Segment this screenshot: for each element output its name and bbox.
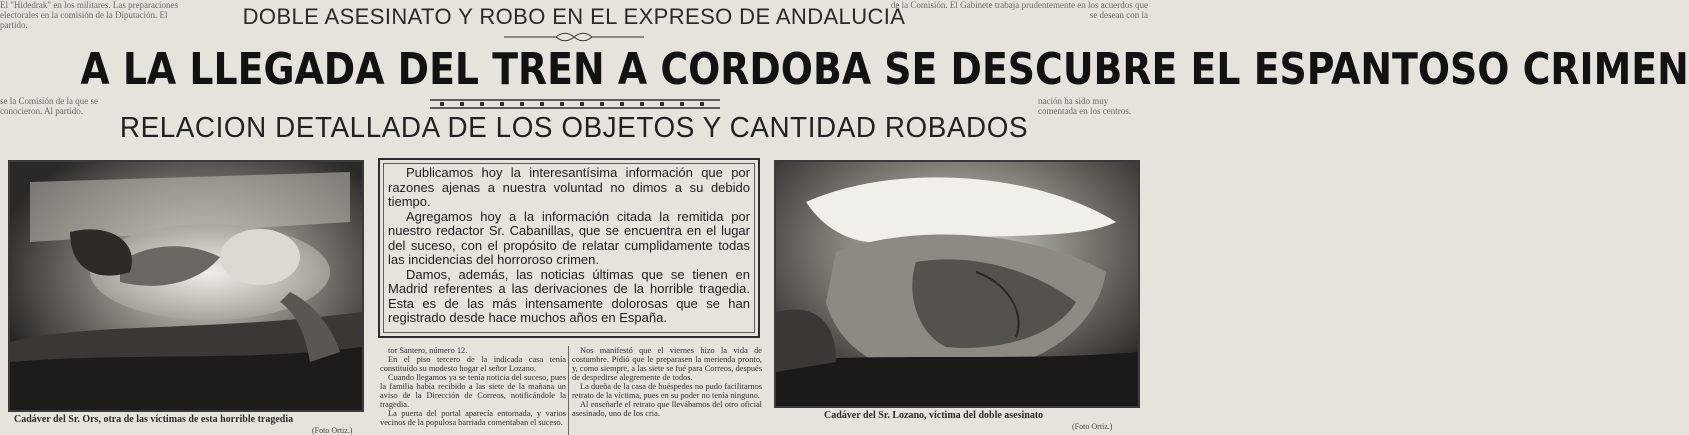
photo-caption-right: Cadáver del Sr. Lozano, víctima del doble asesinato bbox=[824, 410, 1044, 421]
side-column-fragment-right-top: de la Comisión. El Gabinete trabaja prudentemente en los acuerdos que se desean con la bbox=[890, 0, 1148, 20]
headline-ornament-icon bbox=[504, 32, 644, 42]
column-divider bbox=[568, 346, 569, 435]
article-paragraph: Nos manifestó que el viernes hizo la vida de costumbre. Pidió que le preparasen la merienda pronto, y, como siempre, a las siete se fué para Correos, después de despedirse alegremente de todos. bbox=[572, 346, 762, 382]
article-column-left bbox=[380, 346, 566, 435]
headline-rule-ornament-icon bbox=[430, 98, 720, 110]
top-headline: DOBLE ASESINATO Y ROBO EN EL EXPRESO DE ANDALUCIA bbox=[242, 4, 906, 29]
article-paragraph: tor Santero, número 12. bbox=[388, 346, 468, 355]
editorial-notice-box bbox=[378, 158, 760, 338]
notice-paragraph-3: Damos, además, las noticias últimas que se tienen en Madrid referentes a las derivaciones de la horrible tragedia. Esta es de las más intensamente dolorosas que se han registrado desde hace muchos años en España. bbox=[388, 266, 750, 325]
article-paragraph: Al enseñarle el retrato que llevábamos del otro oficial asesinado, uno de los cria. bbox=[572, 400, 762, 418]
photo-credit-left: (Foto Ortiz.) bbox=[312, 426, 353, 435]
notice-paragraph-2: Agregamos hoy a la información citada la remitida por nuestro redactor Sr. Cabanillas, que se encuentra en el lugar del suceso, con el propósito de relatar cumplidamente todas las incidencias del horroroso crimen. bbox=[388, 208, 750, 267]
main-headline: A LA LLEGADA DEL TREN A CORDOBA SE DESCUBRE EL ESPANTOSO CRIMEN bbox=[80, 44, 1689, 95]
side-column-fragment-left-mid: se la Comisión de la que se conocieron. Al partido. bbox=[0, 96, 98, 116]
photo-credit-right: (Foto Ortiz.) bbox=[1072, 422, 1113, 431]
sub-headline: RELACION DETALLADA DE LOS OBJETOS Y CANTIDAD ROBADOS bbox=[119, 112, 1029, 144]
article-paragraph: En el piso tercero de la indicada casa tenía constituído su modesto hogar el señor Lozano. bbox=[380, 355, 566, 373]
article-paragraph: Cuando llegamos ya se tenía noticia del suceso, pues la familia había recibido a las siete de la mañana un aviso de la Dirección de Correos, notificándole la tragedia. bbox=[380, 373, 566, 409]
side-column-fragment-left-top: El "Hidedrak" en los militares. Las preparaciones electorales en la comisión de la Diputación. El partido. bbox=[0, 0, 179, 30]
photo-victim-lozano bbox=[774, 160, 1140, 408]
side-column-fragment-right-mid: nación ha sido muy comentada en los centros. bbox=[1038, 96, 1131, 116]
photo-victim-ors bbox=[8, 160, 364, 412]
notice-paragraph-1: Publicamos hoy la interesantísima información que por razones ajenas a nuestra voluntad no dimos a su debido tiempo. bbox=[388, 165, 750, 209]
article-column-right bbox=[572, 346, 762, 435]
article-paragraph: La dueña de la casa de huéspedes no pudo facilitarnos retrato de la víctima, pues en su poder no tenía ninguno. bbox=[572, 382, 762, 400]
photo-caption-left: Cadáver del Sr. Ors, otra de las víctimas de esta horrible tragedia bbox=[14, 414, 294, 425]
article-paragraph: La puerta del portal aparecía entornada, y varios vecinos de la populosa barriada comentaban el suceso. bbox=[380, 409, 566, 427]
